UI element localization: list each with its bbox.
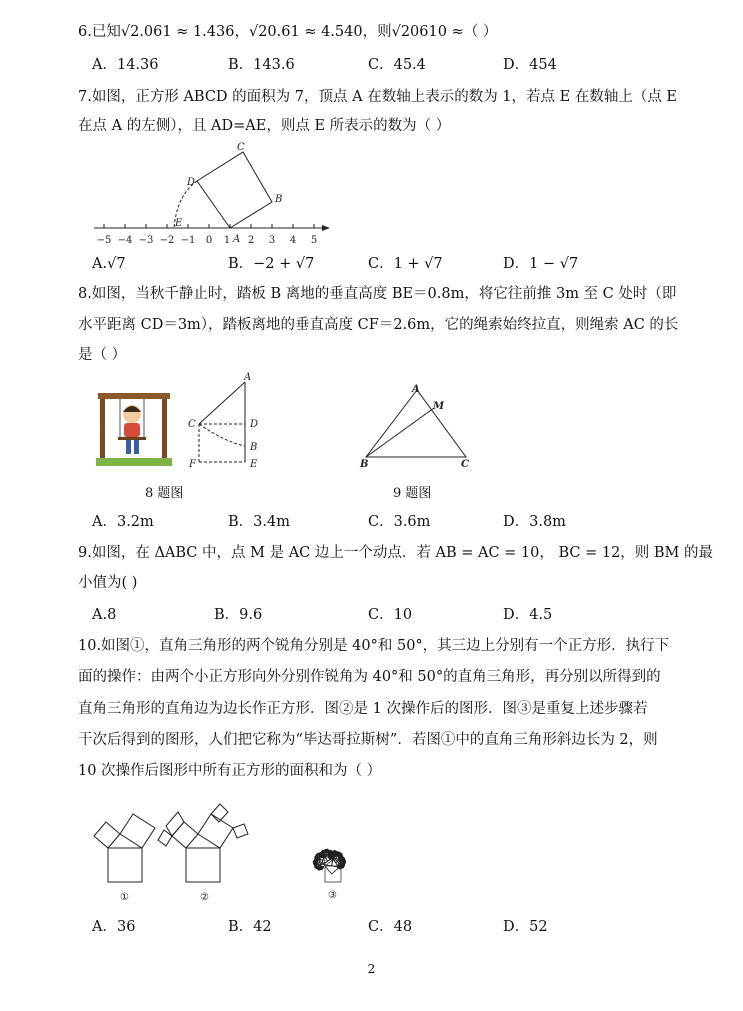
tick-label: −2 — [159, 235, 175, 246]
pythagoras-figure-2 — [156, 802, 252, 904]
q6-option-b: B．143.6 — [228, 57, 295, 73]
q9-stem-line2: 小值为( ) — [78, 575, 138, 591]
swing-child-illustration — [96, 388, 172, 466]
q8-stem-line1: 8.如图，当秋千静止时，踏板 B 离地的垂直高度 BE＝0.8m，将它往前推 3m 至 C 处时（即 — [78, 286, 677, 302]
caption-2: ② — [200, 892, 209, 903]
q9-figure — [355, 382, 480, 472]
label-a: A — [244, 372, 252, 383]
label-c: C — [237, 142, 245, 153]
q10-stem-line4: 干次后得到的图形，人们把它称为“毕达哥拉斯树”．若图①中的直角三角形斜边长为 2，则 — [78, 732, 658, 748]
label-d: D — [187, 177, 196, 188]
tick-label: 0 — [205, 235, 213, 246]
label-d: D — [250, 419, 259, 430]
label-e: E — [175, 218, 183, 229]
caption-3: ③ — [328, 890, 337, 901]
q9-option-d: D．4.5 — [503, 607, 553, 623]
q6-stem: 6.已知√2.061 ≈ 1.436，√20.61 ≈ 4.540，则√20610 ≈（ ） — [78, 24, 498, 40]
q7-option-d: D．1 − √7 — [503, 256, 579, 272]
q7-stem-line2: 在点 A 的左侧），且 AD=AE，则点 E 所表示的数为（ ） — [78, 118, 451, 134]
q8-figure — [185, 370, 275, 470]
q6-option-d: D．454 — [503, 57, 557, 73]
tick-label: −4 — [117, 235, 133, 246]
caption-figure-8: 8 题图 — [145, 486, 184, 501]
q7-stem-line1: 7.如图，正方形 ABCD 的面积为 7，顶点 A 在数轴上表示的数为 1，若点 E 在数轴上（点 E — [78, 89, 678, 105]
q9-option-c: C．10 — [368, 607, 413, 623]
tick-label: 5 — [310, 235, 318, 246]
label-b: B — [250, 442, 258, 453]
page-number: 2 — [367, 962, 376, 976]
label-c: C — [188, 419, 196, 430]
q9-option-a: A.8 — [92, 607, 117, 623]
q6-option-c: C．45.4 — [368, 57, 426, 73]
label-c: C — [461, 459, 469, 470]
q9-option-b: B．9.6 — [214, 607, 263, 623]
caption-1: ① — [120, 892, 129, 903]
tick-label: 4 — [289, 235, 297, 246]
tick-label: −1 — [180, 235, 196, 246]
q9-stem-line1: 9.如图，在 ΔABC 中，点 M 是 AC 边上一个动点．若 AB = AC = 10， BC = 12，则 BM 的最 — [78, 545, 714, 561]
tick-label: 3 — [268, 235, 276, 246]
label-a: A — [233, 234, 241, 245]
tick-label: −5 — [96, 235, 112, 246]
q7-option-a: A.√7 — [92, 256, 126, 272]
label-b: B — [360, 459, 369, 470]
q10-option-b: B．42 — [228, 919, 272, 935]
q7-option-b: B．−2 + √7 — [228, 256, 315, 272]
label-b: B — [275, 194, 283, 205]
q10-stem-line2: 面的操作：由两个小正方形向外分别作锐角为 40°和 50°的直角三角形，再分别以所得到的 — [78, 669, 661, 685]
label-e: E — [250, 459, 258, 470]
pythagoras-figure-1 — [92, 812, 164, 904]
q7-option-c: C．1 + √7 — [368, 256, 443, 272]
q8-option-a: A．3.2m — [92, 514, 154, 530]
q8-option-c: C．3.6m — [368, 514, 431, 530]
q8-stem-line3: 是（ ） — [78, 347, 127, 363]
tick-label: −3 — [138, 235, 154, 246]
label-m: M — [433, 401, 445, 412]
q10-stem-line5: 10 次操作后图形中所有正方形的面积和为（ ） — [78, 763, 382, 779]
q8-option-b: B．3.4m — [228, 514, 290, 530]
q10-option-a: A．36 — [92, 919, 136, 935]
q10-stem-line1: 10.如图①，直角三角形的两个锐角分别是 40°和 50°，其三边上分别有一个正方形．执行下 — [78, 638, 670, 654]
q7-number-line-figure — [90, 140, 335, 250]
label-a: A — [412, 384, 420, 395]
q8-option-d: D．3.8m — [503, 514, 566, 530]
q8-stem-line2: 水平距离 CD＝3m），踏板离地的垂直高度 CF＝2.6m，它的绳索始终拉直，则绳索 AC 的长 — [78, 317, 679, 333]
q6-option-a: A．14.36 — [92, 57, 159, 73]
label-f: F — [189, 459, 196, 470]
q10-option-c: C．48 — [368, 919, 413, 935]
q10-option-d: D．52 — [503, 919, 548, 935]
caption-figure-9: 9 题图 — [393, 486, 432, 501]
tick-label: 1 — [223, 235, 231, 246]
pythagoras-tree-figure-3 — [268, 794, 408, 902]
q10-stem-line3: 直角三角形的直角边为边长作正方形．图②是 1 次操作后的图形．图③是重复上述步骤若 — [78, 701, 648, 717]
tick-label: 2 — [247, 235, 255, 246]
